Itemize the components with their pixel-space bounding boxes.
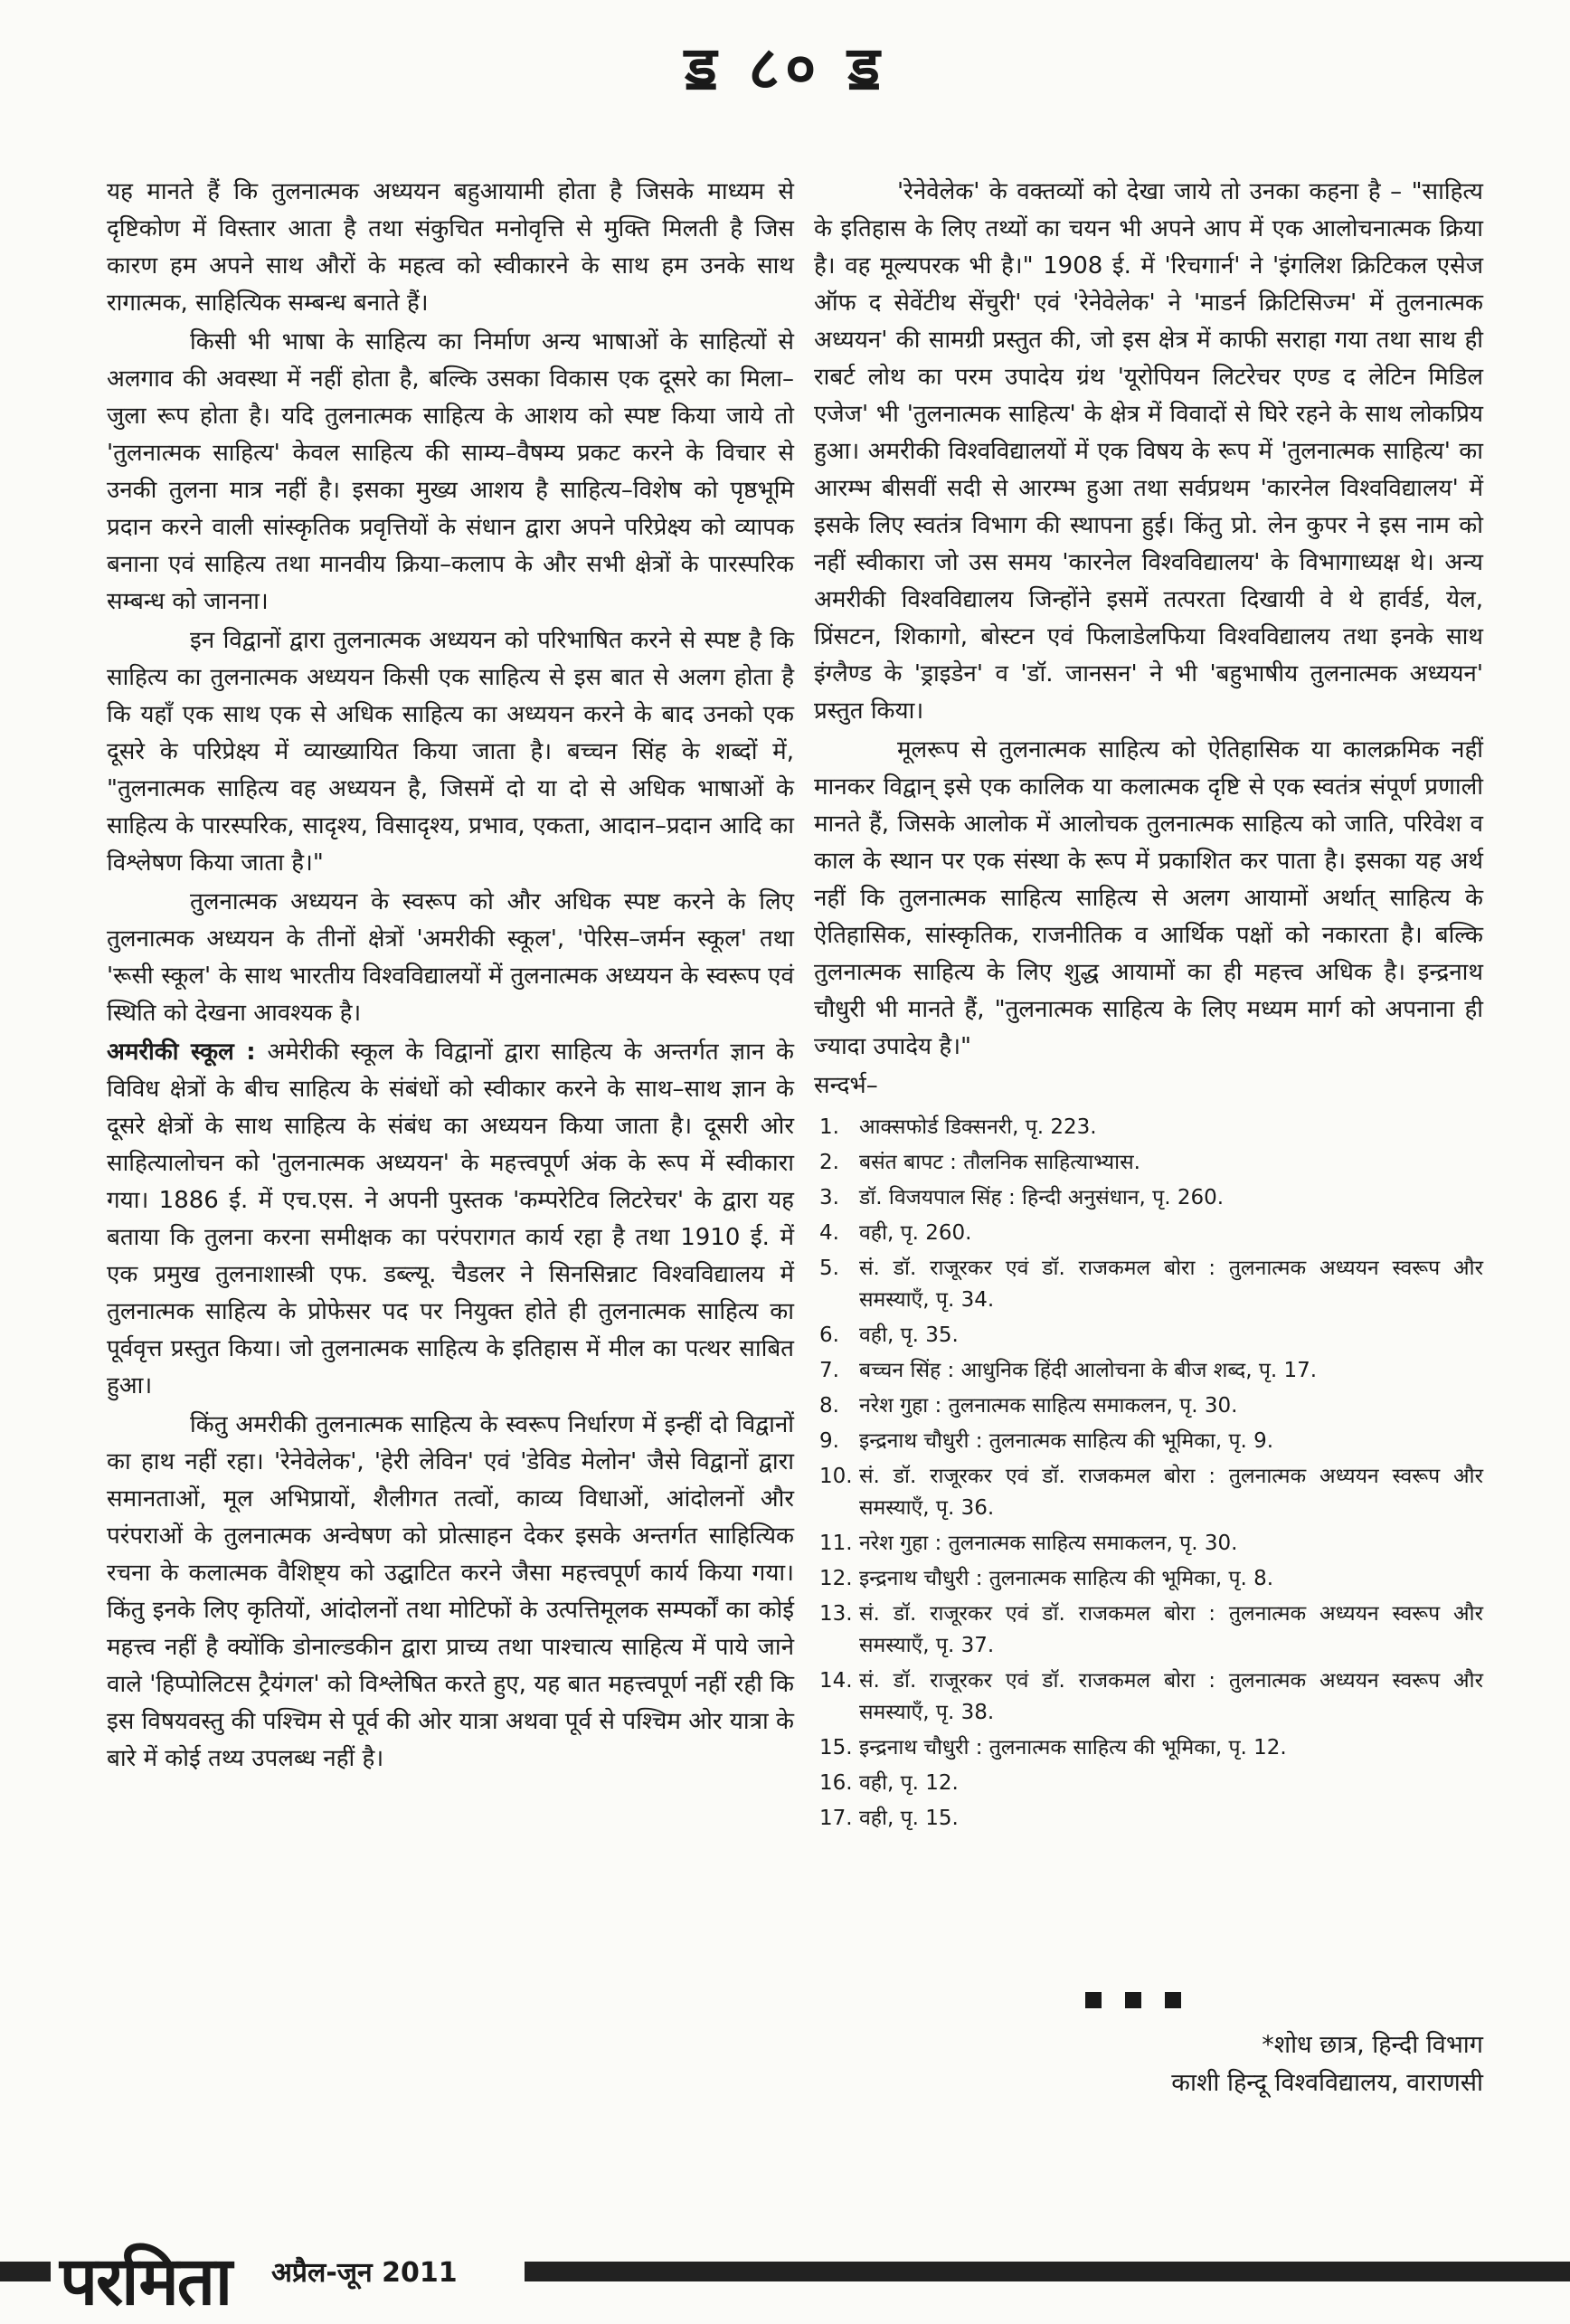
reference-item	[819, 1426, 1483, 1457]
reference-item	[819, 1218, 1483, 1249]
reference-text: नरेश गुहा : तुलनात्मक साहित्य समाकलन, पृ. 30.	[859, 1532, 1238, 1555]
square-icon	[1165, 1992, 1181, 2008]
reference-item	[819, 1563, 1483, 1595]
reference-item	[819, 1112, 1483, 1143]
left-column	[107, 174, 794, 1779]
footer-rule	[0, 2262, 51, 2281]
reference-text: सं. डॉ. राजूरकर एवं डॉ. राजकमल बोरा : तुलनात्मक अध्ययन स्वरूप और समस्याएँ, पृ. 37.	[859, 1602, 1483, 1657]
footer-rule	[525, 2262, 1570, 2281]
reference-text: बसंत बापट : तौलनिक साहित्याभ्यास.	[859, 1151, 1140, 1174]
issue-date: अप्रैल-जून 2011	[271, 2257, 458, 2289]
paragraph: किसी भी भाषा के साहित्य का निर्माण अन्य भाषाओं के साहित्यों से अलगाव की अवस्था में नहीं होता है, बल्कि उसका विकास एक दूसरे का मिला–जुला रूप होता है। यदि तुलनात्मक साहित्य के आशय को स्पष्ट किया जाये तो 'तुलनात्मक साहित्य' केवल साहित्य की साम्य–वैषम्य प्रकट करने के विचार से उनकी तुलना मात्र नहीं है। इसका मुख्य आशय है साहित्य–विशेष को पृष्ठभूमि प्रदान करने वाली सांस्कृतिक प्रवृत्तियों के संधान द्वारा अपने परिप्रेक्ष्य को व्यापक बनाना एवं साहित्य तथा मानवीय क्रिया–कलाप के और सभी क्षेत्रों के पारस्परिक सम्बन्ध को जानना।	[107, 328, 794, 615]
reference-text: बच्चन सिंह : आधुनिक हिंदी आलोचना के बीज शब्द, पृ. 17.	[859, 1359, 1318, 1382]
reference-text: इन्द्रनाथ चौधुरी : तुलनात्मक साहित्य की भूमिका, पृ. 8.	[859, 1567, 1274, 1590]
reference-text: सं. डॉ. राजूरकर एवं डॉ. राजकमल बोरा : तुलनात्मक अध्ययन स्वरूप और समस्याएँ, पृ. 36.	[859, 1465, 1483, 1520]
reference-number: 13.	[819, 1602, 853, 1626]
reference-text: वही, पृ. 35.	[859, 1323, 959, 1347]
paragraph: 'रेनेवेलेक' के वक्तव्यों को देखा जाये तो उनका कहना है – "साहित्य के इतिहास के लिए तथ्यों का चयन भी अपने आप में एक आलोचनात्मक क्रिया है। वह मूल्यपरक भी है।" 1908 ई. में 'रिचगार्न' ने 'इंगलिश क्रिटिकल एसेज ऑफ द सेवेंटीथ सेंचुरी' एवं 'रेनेवेलेक' ने 'माडर्न क्रिटिसिज्म' में तुलनात्मक अध्ययन' की सामग्री प्रस्तुत की, जो इस क्षेत्र में काफी सराहा गया तथा साथ ही राबर्ट लोथ का परम उपादेय ग्रंथ 'यूरोपियन लिटरेचर एण्ड द लेटिन मिडिल एजेज' भी 'तुलनात्मक साहित्य' के क्षेत्र में विवादों से घिरे रहने के साथ लोकप्रिय हुआ। अमरीकी विश्वविद्यालयों में एक विषय के रूप में 'तुलनात्मक साहित्य' का आरम्भ बीसवीं सदी से आरम्भ हुआ तथा सर्वप्रथम 'कारनेल विश्वविद्यालय' में इसके लिए स्वतंत्र विभाग की स्थापना हुई। किंतु प्रो. लेन कुपर ने इस नाम को नहीं स्वीकारा जो उस समय 'कारनेल विश्वविद्यालय' के विभागाध्यक्ष थे। अन्य अमरीकी विश्वविद्यालय जिन्होंने इसमें तत्परता दिखायी वे थे हार्वर्ड, येल, प्रिंसटन, शिकागो, बोस्टन एवं फिलाडेलफिया विश्वविद्यालय तथा इनके साथ इंग्लैण्ड के 'ड्राइडेन' व 'डॉ. जानसन' ने भी 'बहुभाषीय तुलनात्मक अध्ययन' प्रस्तुत किया।	[814, 178, 1483, 725]
paragraph: मूलरूप से तुलनात्मक साहित्य को ऐतिहासिक या कालक्रमिक नहीं मानकर विद्वान् इसे एक कालिक या कलात्मक दृष्टि से एक स्वतंत्र संपूर्ण प्रणाली मानते हैं, जिसके आलोक में आलोचक तुलनात्मक साहित्य को जाति, परिवेश व काल के स्थान पर एक संस्था के रूप में प्रकाशित कर पाता है। इसका यह अर्थ नहीं कि तुलनात्मक साहित्य साहित्य से अलग आयामों अर्थात् साहित्य के ऐतिहासिक, सांस्कृतिक, राजनीतिक व आर्थिक पक्षों को नकारता है। बल्कि तुलनात्मक साहित्य के लिए शुद्ध आयामों का ही महत्त्व अधिक है। इन्द्रनाथ चौधुरी भी मानते हैं, "तुलनात्मक साहित्य के लिए मध्यम मार्ग को अपनाना ही ज्यादा उपादेय है।"	[814, 736, 1483, 1060]
references-title: सन्दर्भ–	[814, 1072, 878, 1099]
reference-number: 10.	[819, 1465, 853, 1488]
reference-number: 1.	[819, 1115, 839, 1139]
paragraph: तुलनात्मक अध्ययन के स्वरूप को और अधिक स्पष्ट करने के लिए तुलनात्मक अध्ययन के तीनों क्षेत्रों 'अमरीकी स्कूल', 'पेरिस–जर्मन स्कूल' तथा 'रूसी स्कूल' के साथ भारतीय विश्वविद्यालयों में तुलनात्मक अध्ययन के स्वरूप एवं स्थिति को देखना आवश्यक है।	[107, 888, 794, 1027]
reference-item	[819, 1803, 1483, 1835]
reference-number: 14.	[819, 1669, 853, 1693]
section-heading: अमरीकी स्कूल :	[107, 1039, 256, 1066]
reference-number: 6.	[819, 1323, 839, 1347]
reference-item	[819, 1147, 1483, 1179]
page-number: ॾ ८० ॾ	[684, 33, 885, 103]
reference-number: 17.	[819, 1807, 853, 1830]
references-list	[814, 1112, 1483, 1835]
author-note	[1058, 2026, 1483, 2102]
reference-item	[819, 1355, 1483, 1387]
reference-item	[819, 1182, 1483, 1214]
reference-number: 12.	[819, 1567, 853, 1590]
reference-item	[819, 1665, 1483, 1729]
magazine-logo: परमिता	[60, 2243, 232, 2320]
paragraph: किंतु अमरीकी तुलनात्मक साहित्य के स्वरूप निर्धारण में इन्हीं दो विद्वानों का हाथ नहीं रहा। 'रेनेवेलेक', 'हेरी लेविन' एवं 'डेविड मेलोन' जैसे विद्वानों द्वारा समानताओं, मूल अभिप्रायों, शैलीगत तत्वों, काव्य विधाओं, आंदोलनों और परंपराओं के तुलनात्मक अन्वेषण को प्रोत्साहन देकर इसके अन्तर्गत साहित्यिक रचना के कलात्मक वैशिष्ट्य को उद्घाटित करने जैसा महत्त्वपूर्ण कार्य किया गया। किंतु इनके लिए कृतियों, आंदोलनों तथा मोटिफों के उत्पत्तिमूलक सम्पर्कों का कोई महत्त्व नहीं है क्योंकि डोनाल्डकीन द्वारा प्राच्य तथा पाश्चात्य साहित्य में पाये जाने वाले 'हिप्पोलिटस ट्रैयंगल' को विश्लेषित करते हुए, यह बात महत्त्वपूर्ण नहीं रही कि इस विषयवस्तु की पश्चिम से पूर्व की ओर यात्रा अथवा पूर्व से पश्चिम ओर यात्रा के बारे में कोई तथ्य उपलब्ध नहीं है।	[107, 1411, 794, 1772]
reference-number: 11.	[819, 1532, 853, 1555]
square-icon	[1125, 1992, 1141, 2008]
reference-item	[819, 1461, 1483, 1524]
paragraph: यह मानते हैं कि तुलनात्मक अध्ययन बहुआयामी होता है जिसके माध्यम से दृष्टिकोण में विस्तार आता है तथा संकुचित मनोवृत्ति से मुक्ति मिलती है जिस कारण हम अपने साथ औरों के महत्व को स्वीकारने के साथ हम उनके साथ रागात्मक, साहित्यिक सम्बन्ध बनाते हैं।	[107, 178, 794, 317]
reference-text: नरेश गुहा : तुलनात्मक साहित्य समाकलन, पृ. 30.	[859, 1394, 1238, 1418]
reference-text: डॉ. विजयपाल सिंह : हिन्दी अनुसंधान, पृ. 260.	[859, 1186, 1225, 1209]
reference-text: सं. डॉ. राजूरकर एवं डॉ. राजकमल बोरा : तुलनात्मक अध्ययन स्वरूप और समस्याएँ, पृ. 34.	[859, 1257, 1483, 1312]
reference-number: 3.	[819, 1186, 839, 1209]
reference-number: 8.	[819, 1394, 839, 1418]
reference-text: इन्द्रनाथ चौधुरी : तुलनात्मक साहित्य की भूमिका, पृ. 12.	[859, 1736, 1287, 1760]
reference-number: 5.	[819, 1257, 839, 1280]
reference-number: 2.	[819, 1151, 839, 1174]
reference-text: वही, पृ. 260.	[859, 1221, 972, 1245]
reference-text: वही, पृ. 15.	[859, 1807, 959, 1830]
reference-text: सं. डॉ. राजूरकर एवं डॉ. राजकमल बोरा : तुलनात्मक अध्ययन स्वरूप और समस्याएँ, पृ. 38.	[859, 1669, 1483, 1724]
author-university: काशी हिन्दू विश्वविद्यालय, वाराणसी	[1171, 2069, 1483, 2097]
reference-text: इन्द्रनाथ चौधुरी : तुलनात्मक साहित्य की भूमिका, पृ. 9.	[859, 1429, 1274, 1453]
reference-item	[819, 1732, 1483, 1764]
author-affiliation: *शोध छात्र, हिन्दी विभाग	[1262, 2031, 1483, 2059]
end-marker	[1085, 1992, 1181, 2008]
reference-item	[819, 1390, 1483, 1422]
footer	[0, 2240, 1570, 2320]
reference-text: आक्सफोर्ड डिक्सनरी, पृ. 223.	[859, 1115, 1097, 1139]
reference-number: 15.	[819, 1736, 853, 1760]
section-text: अमेरीकी स्कूल के विद्वानों द्वारा साहित्य के अन्तर्गत ज्ञान के विविध क्षेत्रों के बीच साहित्य के संबंधों को स्वीकार करने के साथ–साथ ज्ञान के दूसरे क्षेत्रों के साथ साहित्य के संबंध का अध्ययन किया जाता है। दूसरी ओर साहित्यालोचन को 'तुलनात्मक अध्ययन' के महत्त्वपूर्ण अंक के रूप में स्वीकारा गया। 1886 ई. में एच.एस. ने अपनी पुस्तक 'कम्परेटिव लिटरेचर' के द्वारा यह बताया कि तुलना करना समीक्षक का परंपरागत कार्य रहा है तथा 1910 ई. में एक प्रमुख तुलनाशास्त्री एफ. डब्ल्यू. चैडलर ने सिनसिन्नाट विश्वविद्यालय में तुलनात्मक साहित्य के प्रोफेसर पद पर नियुक्त होते ही तुलनात्मक साहित्य का पूर्ववृत्त प्रस्तुत किया। जो तुलनात्मक साहित्य के इतिहास में मील का पत्थर साबित हुआ।	[107, 1039, 794, 1399]
reference-item	[819, 1320, 1483, 1352]
reference-item	[819, 1768, 1483, 1799]
reference-text: वही, पृ. 12.	[859, 1771, 959, 1795]
reference-number: 4.	[819, 1221, 839, 1245]
square-icon	[1085, 1992, 1102, 2008]
reference-number: 9.	[819, 1429, 839, 1453]
reference-item	[819, 1598, 1483, 1662]
section-paragraph	[107, 1034, 794, 1405]
reference-item	[819, 1253, 1483, 1316]
paragraph: इन विद्वानों द्वारा तुलनात्मक अध्ययन को परिभाषित करने से स्पष्ट है कि साहित्य का तुलनात्मक अध्ययन किसी एक साहित्य से इस बात से अलग होता है कि यहाँ एक साथ एक से अधिक साहित्य का अध्ययन करने के बाद उनको एक दूसरे के परिप्रेक्ष्य में व्याख्यायित किया जाता है। बच्चन सिंह के शब्दों में, "तुलनात्मक साहित्य वह अध्ययन है, जिसमें दो या दो से अधिक भाषाओं के साहित्य के पारस्परिक, सादृश्य, विसादृश्य, प्रभाव, एकता, आदान–प्रदान आदि का विश्लेषण किया जाता है।"	[107, 627, 794, 877]
reference-item	[819, 1528, 1483, 1560]
right-column	[814, 174, 1483, 1838]
reference-number: 7.	[819, 1359, 839, 1382]
reference-number: 16.	[819, 1771, 853, 1795]
